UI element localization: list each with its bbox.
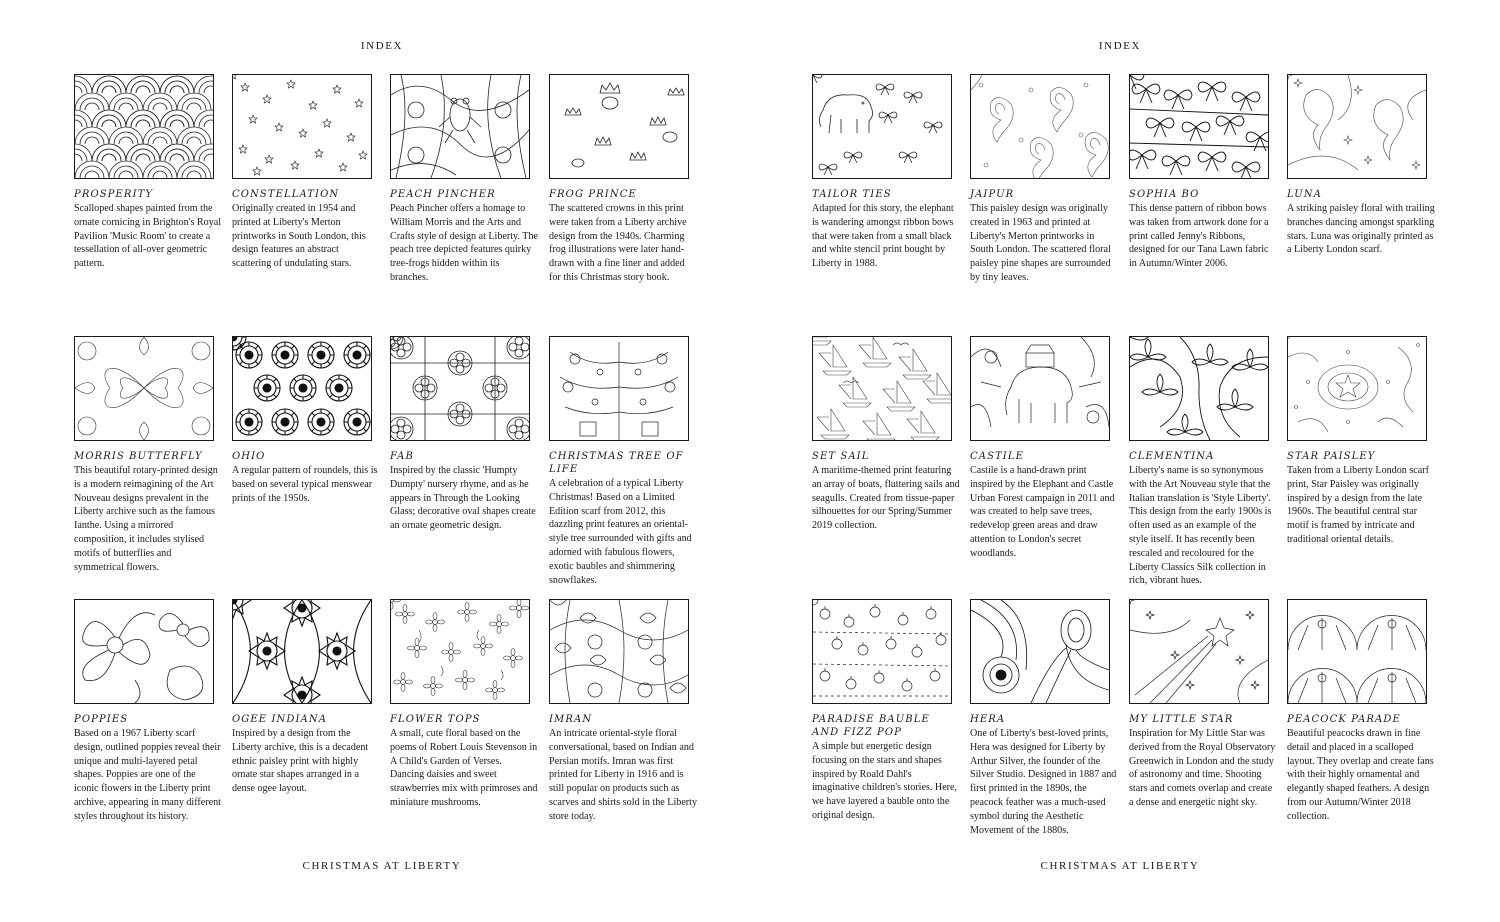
index-entry	[1287, 74, 1435, 257]
entry-description: Taken from a Liberty London scarf print, Star Paisley was originally inspired by a design from the late 1960s. The beautiful central star motif is framed by intricate and traditional oriental details.	[1287, 465, 1429, 545]
index-entry	[74, 74, 222, 271]
bauble-pattern-icon	[812, 599, 952, 704]
index-entry	[970, 74, 1118, 285]
entry-title: PROSPERITY	[74, 189, 154, 200]
entry-title: OGEE INDIANA	[232, 714, 328, 725]
oriental-floral-pattern-icon	[549, 599, 689, 704]
roundel-pattern-icon	[232, 336, 372, 441]
index-entry	[970, 336, 1118, 561]
index-entry	[1287, 599, 1435, 824]
peacock-scallop-pattern-icon	[1287, 599, 1427, 704]
entry-description: Peach Pincher offers a homage to William Morris and the Arts and Crafts style of design at Liberty. The peach tree depicted features quirky tree-frogs hidden within its branches.	[390, 203, 539, 283]
daisy-pattern-icon	[390, 599, 530, 704]
butterfly-pattern-icon	[74, 336, 214, 441]
page-heading: INDEX	[360, 40, 404, 52]
index-entry	[812, 599, 960, 823]
index-entry	[812, 74, 960, 271]
entry-description: Inspiration for My Little Star was derived from the Royal Observatory Greenwich in London and the study of astronomy and time. Shooting stars and comets overlap and create a dense and energetic night sky.	[1129, 728, 1276, 808]
stars-pattern-icon	[232, 74, 372, 179]
entry-title: MY LITTLE STAR	[1129, 714, 1234, 725]
entry-description: An intricate oriental-style floral conversational, based on Indian and Persian motifs. Imran was first printed for Liberty in 1916 and is still popular on products such as scarves and shirts sold in the Liberty store today.	[549, 728, 698, 822]
entry-title: PEACOCK PARADE	[1287, 714, 1401, 725]
index-entry	[390, 74, 538, 285]
poppy-pattern-icon	[74, 599, 214, 704]
entry-description: Inspired by the classic 'Humpty Dumpty' nursery rhyme, and as he appears in Through the Looking Glass; decorative oval shapes create an ornate geometric design.	[390, 465, 536, 532]
elephant-forest-pattern-icon	[970, 336, 1110, 441]
entry-title: MORRIS BUTTERFLY	[74, 451, 203, 462]
index-entry	[549, 74, 697, 285]
ribbon-bows-pattern-icon	[1129, 74, 1269, 179]
frog-crown-pattern-icon	[549, 74, 689, 179]
index-entry	[549, 336, 697, 587]
index-entry	[1129, 336, 1277, 588]
entry-description: Liberty's name is so synonymous with the Art Nouveau style that the Italian translation is 'Style Liberty'. This design from the early 1900s is often used as an example of the style itself. It has recently been rescaled and recoloured for the Liberty Classics Silk collection in rich, vibrant hues.	[1129, 465, 1272, 587]
boats-pattern-icon	[812, 336, 952, 441]
index-entry	[390, 599, 538, 810]
page-footer: CHRISTMAS AT LIBERTY	[1040, 860, 1200, 872]
elephant-bows-pattern-icon	[812, 74, 952, 179]
tree-frog-pattern-icon	[390, 74, 530, 179]
entry-description: This dense pattern of ribbon bows was taken from artwork done for a print called Jenny's Ribbons, designed for our Tana Lawn fabric in Autumn/Winter 2006.	[1129, 203, 1269, 270]
index-entry	[1287, 336, 1435, 547]
entry-title: CASTILE	[970, 451, 1024, 462]
index-entry	[1129, 74, 1277, 271]
entry-title: SET SAIL	[812, 451, 870, 462]
shooting-star-pattern-icon	[1129, 599, 1269, 704]
entry-title: CONSTELLATION	[232, 189, 340, 200]
oval-pattern-icon	[390, 336, 530, 441]
entry-description: The scattered crowns in this print were taken from a Liberty archive design from the 1940s. Charming frog illustrations were later hand-drawn with a fine liner and added for this Christmas story book.	[549, 203, 687, 283]
entry-description: This beautiful rotary-printed design is a modern reimagining of the Art Nouveau designs prevalent in the Liberty archive such as the famous Ianthe. Using a mirrored composition, it includes stylised motifs of butterflies and symmetrical flowers.	[74, 465, 218, 573]
entry-title: PEACH PINCHER	[390, 189, 496, 200]
entry-title: PARADISE BAUBLE AND FIZZ POP	[812, 714, 930, 738]
entry-title: CLEMENTINA	[1129, 451, 1215, 462]
entry-title: FLOWER TOPS	[390, 714, 481, 725]
entry-description: Castile is a hand-drawn print inspired by the Elephant and Castle Urban Forest campaign in 2011 and was created to help save trees, redevelop green areas and draw attention to London's secret woodlands.	[970, 465, 1115, 559]
index-entry	[74, 599, 222, 824]
entry-description: Scalloped shapes painted from the ornate cornicing in Brighton's Royal Pavilion 'Music Room' to create a tessellation of all-over geometric pattern.	[74, 203, 222, 270]
star-paisley-pattern-icon	[1287, 336, 1427, 441]
entry-title: FAB	[390, 451, 414, 462]
index-entry	[970, 599, 1118, 837]
paisley-pattern-icon	[970, 74, 1110, 179]
index-entry	[812, 336, 960, 533]
entry-description: A regular pattern of roundels, this is based on several typical menswear prints of the 1950s.	[232, 465, 378, 504]
index-entry	[549, 599, 697, 824]
entry-title: POPPIES	[74, 714, 129, 725]
page-heading: INDEX	[1098, 40, 1142, 52]
entry-description: Inspired by a design from the Liberty archive, this is a decadent ethnic paisley print with highly ornate star shapes arranged in a dense ogee layout.	[232, 728, 369, 795]
entry-title: TAILOR TIES	[812, 189, 892, 200]
page-footer: CHRISTMAS AT LIBERTY	[302, 860, 462, 872]
entry-description: Based on a 1967 Liberty scarf design, outlined poppies reveal their unique and multi-layered petal shapes. Poppies are one of the iconic flowers in the Liberty print archive, appearing in many different styles throughout its history.	[74, 728, 221, 822]
entry-title: STAR PAISLEY	[1287, 451, 1376, 462]
entry-title: OHIO	[232, 451, 266, 462]
christmas-tree-pattern-icon	[549, 336, 689, 441]
ogee-pattern-icon	[232, 599, 372, 704]
entry-description: A striking paisley floral with trailing branches dancing amongst sparkling stars. Luna was originally printed as a Liberty London scarf.	[1287, 203, 1435, 256]
entry-description: A simple but energetic design focusing on the stars and shapes inspired by Roald Dahl's imaginative children's stories. Here, we have layered a bauble onto the original design.	[812, 741, 958, 821]
paisley-stars-pattern-icon	[1287, 74, 1427, 179]
entry-description: Beautiful peacocks drawn in fine detail and placed in a scalloped layout. They overlap and create fans with their highly ornamental and elegantly shaped feathers. A design from our Autumn/Winter 2018 collection.	[1287, 728, 1434, 822]
peacock-feather-pattern-icon	[970, 599, 1110, 704]
index-entry	[232, 74, 380, 271]
scallop-pattern-icon	[74, 74, 214, 179]
entry-title: LUNA	[1287, 189, 1322, 200]
index-entry	[1129, 599, 1277, 810]
index-entry	[390, 336, 538, 533]
entry-description: A small, cute floral based on the poems of Robert Louis Stevenson in A Child's Garden of Verses. Dancing daisies and sweet strawberries mix with primroses and miniature mushrooms.	[390, 728, 538, 808]
entry-title: CHRISTMAS TREE OF LIFE	[549, 451, 684, 475]
entry-title: SOPHIA BO	[1129, 189, 1200, 200]
entry-description: Adapted for this story, the elephant is wandering amongst ribbon bows that were taken from a small black and white stencil print bought by Liberty in 1988.	[812, 203, 954, 270]
entry-title: IMRAN	[549, 714, 593, 725]
entry-description: A celebration of a typical Liberty Christmas! Based on a Limited Edition scarf from 2012, this dazzling print features an oriental-style tree surrounded with gifts and adorned with fabulous flowers, exotic baubles and shimmering snowflakes.	[549, 478, 692, 586]
entry-description: Originally created in 1954 and printed at Liberty's Merton printworks in South London, this design features an abstract scattering of undulating stars.	[232, 203, 366, 270]
index-entry	[74, 336, 222, 574]
entry-description: One of Liberty's best-loved prints, Hera was designed for Liberty by Arthur Silver, the founder of the Silver Studio. Designed in 1887 and first printed in the 1890s, the peacock feather was a much-used symbol during the Aesthetic Movement of the 1880s.	[970, 728, 1117, 836]
index-entry	[232, 599, 380, 796]
entry-title: JAIPUR	[970, 189, 1015, 200]
entry-title: FROG PRINCE	[549, 189, 637, 200]
entry-title: HERA	[970, 714, 1006, 725]
entry-description: This paisley design was originally created in 1963 and printed at Liberty's Merton printworks in South London. The scattered floral paisley pine shapes are surrounded by tiny leaves.	[970, 203, 1111, 283]
art-nouveau-pattern-icon	[1129, 336, 1269, 441]
index-entry	[232, 336, 380, 505]
entry-description: A maritime-themed print featuring an array of boats, fluttering sails and seagulls. Created from tissue-paper silhouettes for our Spring/Summer 2019 collection.	[812, 465, 960, 532]
